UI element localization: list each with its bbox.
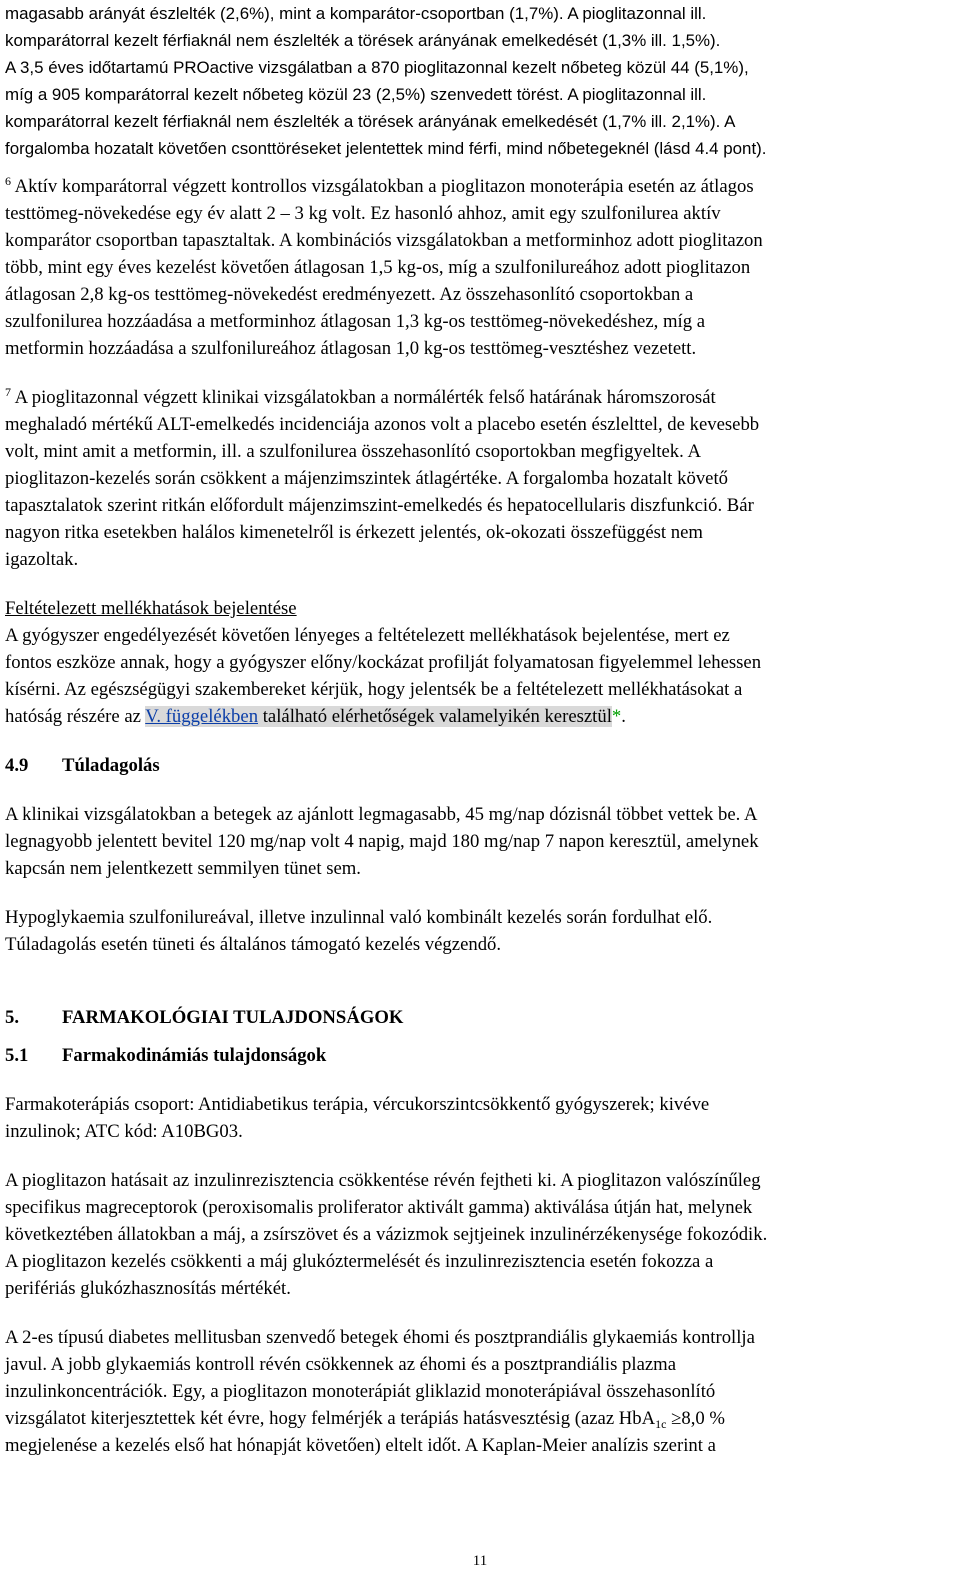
paragraph-fractures — [5, 0, 955, 162]
text-line: fontos eszköze annak, hogy a gyógyszer előny/kockázat profilját folyamatosan figyelemmel lehessen — [5, 652, 762, 673]
text-line: Hypoglykaemia szulfonilureával, illetve inzulinnal való kombinált kezelés során fordulhat elő. — [5, 907, 713, 928]
highlighted-text: található elérhetőségek valamelyikén keresztül — [258, 706, 612, 727]
paragraph-overdose-1 — [5, 801, 955, 882]
text-span: . — [621, 706, 626, 727]
section-title: FARMAKOLÓGIAI TULAJDONSÁGOK — [62, 1007, 404, 1028]
text-line: A klinikai vizsgálatokban a betegek az ajánlott legmagasabb, 45 mg/nap dózisnál többet vettek be. A — [5, 804, 758, 825]
text-line: metformin hozzáadása a szulfonilureához átlagosan 1,0 kg-os testtömeg-vesztéshez vezetett. — [5, 338, 697, 359]
paragraph-glycaemic-control — [5, 1324, 955, 1459]
text-span: Aktív komparátorral végzett kontrollos vizsgálatokban a pioglitazon monoterápia esetén az átlagos — [11, 176, 754, 197]
subscript: 1c — [655, 1417, 667, 1431]
footnote-marker: 7 — [5, 385, 11, 399]
page-number: 11 — [472, 1553, 488, 1569]
text-line: A pioglitazon kezelés csökkenti a máj glukóztermelését és inzulinrezisztencia esetén fokozza a — [5, 1251, 714, 1272]
text-line: javul. A jobb glykaemiás kontroll révén csökkennek az éhomi és a posztprandiális plazma — [5, 1354, 677, 1375]
text-line — [5, 1405, 955, 1432]
text-line: megjelenése a kezelés első hat hónapját követően) eltelt időt. A Kaplan-Meier analízis szerint a — [5, 1435, 716, 1456]
text-line: volt, mint amit a metformin, ill. a szulfonilurea összehasonlító csoportokban megfigyeltek. A — [5, 441, 701, 462]
text-line: pioglitazon-kezelés során csökkent a májenzimszintek átlagértéke. A forgalomba hozatalt követő — [5, 468, 729, 489]
text-line: nagyon ritka esetekben halálos kimenetelről is érkezett jelentés, ok-okozati összefüggést nem — [5, 522, 703, 543]
appendix-v-link[interactable]: V. függelékben — [145, 706, 259, 727]
text-line: komparátor csoportban tapasztaltak. A kombinációs vizsgálatokban a metforminhoz adott pioglitazon — [5, 230, 763, 251]
section-title: Túladagolás — [62, 755, 160, 776]
text-span: vizsgálatot kiterjesztettek két évre, hogy felmérjék a terápiás hatásvesztésig (azaz HbA — [5, 1408, 656, 1429]
paragraph-mechanism — [5, 1167, 955, 1302]
section-heading-5 — [5, 1004, 955, 1031]
text-line: testtömeg-növekedése egy év alatt 2 – 3 kg volt. Ez hasonló ahhoz, amit egy szulfonilurea aktív — [5, 203, 721, 224]
text-line: Farmakoterápiás csoport: Antidiabetikus terápia, vércukorszintcsökkentő gyógyszerek; kivéve — [5, 1094, 710, 1115]
section-number: 5.1 — [5, 1045, 29, 1066]
text-line: inzulinok; ATC kód: A10BG03. — [5, 1121, 243, 1142]
text-line: A pioglitazon hatásait az inzulinrezisztencia csökkentése révén fejtheti ki. A pioglitazon valószínűleg — [5, 1170, 761, 1191]
text-line: komparátorral kezelt férfiaknál nem észlelték a törések arányának emelkedését (1,7% ill. 2,1%). A — [5, 112, 736, 131]
text-line: kapcsán nem jelentkezett semmilyen tünet sem. — [5, 858, 361, 879]
text-line: átlagosan 2,8 kg-os testtömeg-növekedést eredményezett. Az összehasonlító csoportokban a — [5, 284, 694, 305]
text-line: inzulinkoncentrációk. Egy, a pioglitazon monoterápiát gliklazid monoterápiával összehasonlító — [5, 1381, 716, 1402]
text-line: A 3,5 éves időtartamú PROactive vizsgálatban a 870 pioglitazonnal kezelt nőbeteg közül 44 (5,1%), — [5, 58, 749, 77]
section-title: Farmakodinámiás tulajdonságok — [62, 1045, 327, 1066]
section-number: 4.9 — [5, 755, 29, 776]
text-line — [5, 703, 955, 730]
text-line: tapasztalatok szerint ritkán előfordult májenzimszint-emelkedés és hepatocellularis diszfunkció. Bár — [5, 495, 754, 516]
section-subheading: Feltételezett mellékhatások bejelentése — [5, 598, 297, 619]
text-line: A gyógyszer engedélyezését követően lényeges a feltételezett mellékhatások bejelentése, mert ez — [5, 625, 730, 646]
text-span: hatóság részére az — [5, 706, 146, 727]
text-span: ≥8,0 % — [666, 1408, 725, 1429]
text-line: következtében állatokban a máj, a zsírszövet és a vázizmok sejtjeinek inzulinérzékenysége fokozódik. — [5, 1224, 768, 1245]
text-line: legnagyobb jelentett bevitel 120 mg/nap volt 4 napig, majd 180 mg/nap 7 napon keresztül, amelynek — [5, 831, 759, 852]
text-line: A 2-es típusú diabetes mellitusban szenvedő betegek éhomi és posztprandiális glykaemiás kontrollja — [5, 1327, 755, 1348]
text-line: több, mint egy éves kezelést követően átlagosan 1,5 kg-os, míg a szulfonilureához adott pioglitazon — [5, 257, 751, 278]
section-heading-5-1 — [5, 1042, 955, 1069]
asterisk-marker: * — [611, 706, 622, 727]
text-line: igazoltak. — [5, 549, 79, 570]
text-line: meghaladó mértékű ALT-emelkedés incidenciája azonos volt a placebo esetén észlelttel, de kevesebb — [5, 414, 760, 435]
paragraph-overdose-2 — [5, 904, 955, 958]
text-span: A pioglitazonnal végzett klinikai vizsgálatokban a normálérték felső határának háromszorosát — [11, 387, 716, 408]
text-line: kísérni. Az egészségügyi szakembereket kérjük, hogy jelentsék be a feltételezett mellékhatásokat a — [5, 679, 743, 700]
text-line: forgalomba hozatalt követően csonttöréseket jelentettek mind férfi, mind nőbetegeknél (lásd 4.4 pont). — [5, 139, 767, 158]
document-page — [5, 0, 955, 1459]
text-line: perifériás glukózhasznosítás mértékét. — [5, 1278, 291, 1299]
footnote-6 — [5, 173, 955, 362]
adverse-reaction-reporting — [5, 595, 955, 730]
text-line: míg a 905 komparátorral kezelt nőbeteg közül 23 (2,5%) szenvedett törést. A pioglitazonnal ill. — [5, 85, 707, 104]
text-line — [5, 384, 955, 411]
section-number: 5. — [5, 1007, 20, 1028]
section-heading-4-9 — [5, 752, 955, 779]
text-line: szulfonilurea hozzáadása a metforminhoz átlagosan 1,3 kg-os testtömeg-növekedéshez, míg a — [5, 311, 706, 332]
text-line — [5, 173, 955, 200]
text-line: Túladagolás esetén tüneti és általános támogató kezelés végzendő. — [5, 934, 502, 955]
text-line: komparátorral kezelt férfiaknál nem észlelték a törések arányának emelkedését (1,3% ill. 1,5%). — [5, 31, 721, 50]
paragraph-pharmacotherapeutic-group — [5, 1091, 955, 1145]
text-line: magasabb arányát észlelték (2,6%), mint a komparátor-csoportban (1,7%). A pioglitazonnal ill. — [5, 4, 707, 23]
footnote-marker: 6 — [5, 174, 11, 188]
text-line: specifikus magreceptorok (peroxisomalis proliferator aktivált gamma) aktiválása útján hat, melynek — [5, 1197, 753, 1218]
footnote-7 — [5, 384, 955, 573]
